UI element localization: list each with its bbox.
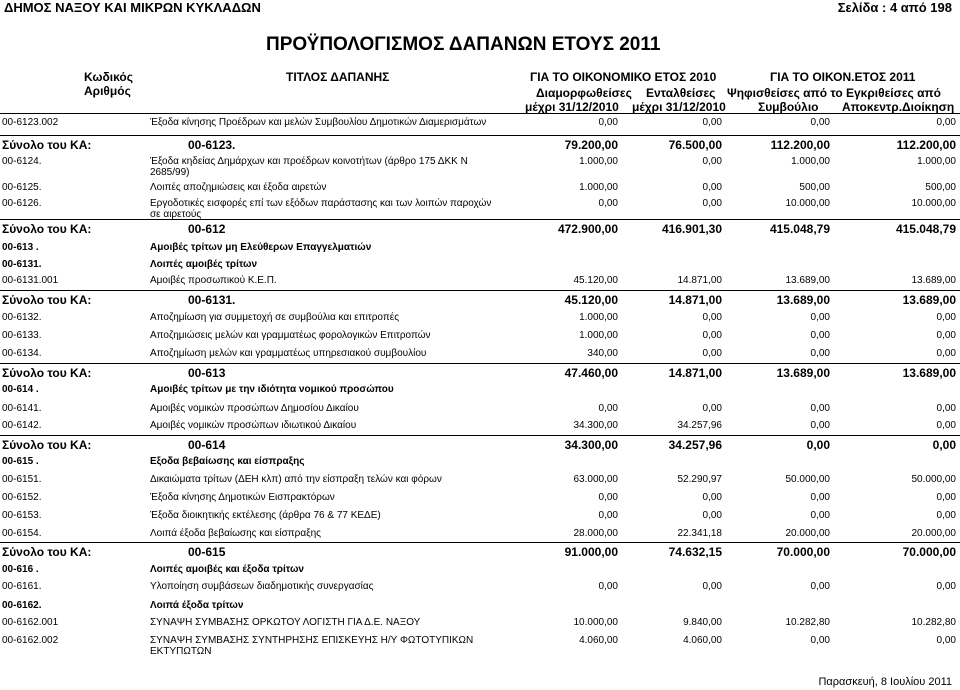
row-code: Σύνολο του ΚΑ: — [2, 545, 92, 559]
row-code: 00-6133. — [2, 330, 42, 341]
row-value-col3: 13.689,00 — [776, 366, 830, 380]
row-description — [150, 348, 426, 359]
row-value-col2: 0,00 — [702, 198, 722, 209]
row-value-col2: 4.060,00 — [683, 635, 722, 646]
row-value-col4: 415.048,79 — [895, 222, 956, 236]
row-value-col2: 0,00 — [702, 117, 722, 128]
row-value-col4: 1.000,00 — [917, 156, 956, 167]
total-divider — [0, 135, 960, 136]
row-value-col4: 0,00 — [936, 581, 956, 592]
row-value-col4: 20.000,00 — [911, 528, 956, 539]
row-total-code: 00-615 — [188, 545, 226, 559]
row-value-col4: 0,00 — [936, 492, 956, 503]
row-value-col1: 34.300,00 — [573, 420, 618, 431]
row-value-col2: 74.632,15 — [668, 545, 722, 559]
row-description-line1: Υλοποίηση συμβάσεων διαδημοτικής συνεργασίας — [150, 581, 374, 592]
row-value-col1: 45.120,00 — [564, 293, 618, 307]
row-value-col2: 416.901,30 — [661, 222, 722, 236]
row-value-col4: 0,00 — [936, 117, 956, 128]
row-value-col2: 0,00 — [702, 156, 722, 167]
row-description-line1: Αμοιβές τρίτων μη Ελεύθερων Επαγγελματιών — [150, 242, 372, 253]
row-code: 00-6134. — [2, 348, 42, 359]
row-description — [150, 384, 394, 395]
row-description-line2: 2685/99) — [150, 167, 190, 178]
row-value-col1: 79.200,00 — [564, 138, 618, 152]
row-value-col3: 70.000,00 — [776, 545, 830, 559]
row-description-line1: Εργοδοτικές εισφορές επί των εξόδων παράστασης και των λοιπών παροχών — [150, 198, 492, 209]
footer-date: Παρασκευή, 8 Ιουλίου 2011 — [818, 676, 952, 688]
row-value-col1: 1.000,00 — [579, 182, 618, 193]
row-description-line1: Λοιπές αμοιβές τρίτων — [150, 259, 258, 270]
row-value-col1: 0,00 — [598, 510, 618, 521]
row-value-col3: 0,00 — [810, 403, 830, 414]
row-description-line1: Λοιπές αποζημιώσεις και έξοδα αιρετών — [150, 182, 327, 193]
row-code: Σύνολο του ΚΑ: — [2, 222, 92, 236]
row-description — [150, 492, 335, 503]
row-description — [150, 635, 473, 657]
row-value-col3: 0,00 — [810, 510, 830, 521]
row-description — [150, 330, 431, 341]
row-value-col2: 0,00 — [702, 330, 722, 341]
row-value-col3: 50.000,00 — [785, 474, 830, 485]
row-value-col1: 0,00 — [598, 117, 618, 128]
row-code: Σύνολο του ΚΑ: — [2, 366, 92, 380]
row-value-col2: 52.290,97 — [677, 474, 722, 485]
row-value-col4: 500,00 — [925, 182, 956, 193]
col1-label-b: μέχρι 31/12/2010 — [525, 100, 619, 114]
row-value-col4: 0,00 — [936, 420, 956, 431]
row-total-code: 00-612 — [188, 222, 226, 236]
row-value-col1: 0,00 — [598, 198, 618, 209]
row-value-col3: 0,00 — [810, 492, 830, 503]
row-description-line1: Έξοδα κίνησης Προέδρων και μελών Συμβουλίου Δημοτικών Διαμερισμάτων — [150, 117, 487, 128]
row-total-code: 00-614 — [188, 438, 226, 452]
row-code: Σύνολο του ΚΑ: — [2, 138, 92, 152]
row-code: 00-6141. — [2, 403, 42, 414]
row-value-col3: 10.000,00 — [785, 198, 830, 209]
row-total-code: 00-6131. — [188, 293, 236, 307]
total-divider — [0, 219, 960, 220]
row-description — [150, 182, 326, 193]
row-value-col1: 1.000,00 — [579, 330, 618, 341]
group-header-2010: ΓΙΑ ΤΟ ΟΙΚΟΝΟΜΙΚΟ ΕΤΟΣ 2010 — [530, 70, 717, 84]
row-description-line1: Δικαιώματα τρίτων (ΔΕΗ κλπ) από την είσπραξη τελών και φόρων — [150, 474, 442, 485]
row-description — [150, 581, 373, 592]
row-value-col1: 0,00 — [598, 492, 618, 503]
row-code: 00-6142. — [2, 420, 42, 431]
row-code: 00-615 . — [2, 456, 39, 467]
row-value-col4: 0,00 — [936, 348, 956, 359]
row-value-col2: 0,00 — [702, 312, 722, 323]
row-value-col4: 0,00 — [932, 438, 956, 452]
row-description-line1: Αμοιβές προσωπικού Κ.Ε.Π. — [150, 275, 277, 286]
row-value-col2: 9.840,00 — [683, 617, 722, 628]
row-value-col3: 1.000,00 — [791, 156, 830, 167]
row-total-code: 00-613 — [188, 366, 226, 380]
row-description — [150, 312, 399, 323]
row-value-col3: 0,00 — [810, 635, 830, 646]
row-description-line1: Έξοδα διοικητικής εκτέλεσης (άρθρα 76 & 77 ΚΕΔΕ) — [150, 510, 381, 521]
row-description-line1: Λοιπές αμοιβές και έξοδα τρίτων — [150, 564, 304, 575]
row-value-col4: 10.282,80 — [911, 617, 956, 628]
row-value-col1: 28.000,00 — [573, 528, 618, 539]
row-description — [150, 474, 442, 485]
row-description — [150, 420, 356, 431]
row-value-col3: 10.282,80 — [785, 617, 830, 628]
row-value-col2: 0,00 — [702, 182, 722, 193]
row-value-col3: 20.000,00 — [785, 528, 830, 539]
row-value-col3: 13.689,00 — [785, 275, 830, 286]
page-number: Σελίδα : 4 από 198 — [837, 0, 952, 15]
col1-label-a: Διαμορφωθείσες — [536, 86, 632, 100]
page-title: ΠΡΟΫΠΟΛΟΓΙΣΜΟΣ ΔΑΠΑΝΩΝ ΕΤΟΥΣ 2011 — [266, 34, 661, 55]
row-code: 00-6162. — [2, 600, 42, 611]
col2-label-a: Ενταλθείσες — [646, 86, 716, 100]
row-value-col2: 76.500,00 — [668, 138, 722, 152]
row-description-line1: Αποζημίωση για συμμετοχή σε συμβούλια και επιτροπές — [150, 312, 400, 323]
row-code: 00-6153. — [2, 510, 42, 521]
row-code: 00-616 . — [2, 564, 39, 575]
row-description — [150, 564, 304, 575]
organization-name: ΔΗΜΟΣ ΝΑΞΟΥ ΚΑΙ ΜΙΚΡΩΝ ΚΥΚΛΑΔΩΝ — [4, 0, 261, 15]
row-value-col1: 0,00 — [598, 581, 618, 592]
row-value-col1: 340,00 — [587, 348, 618, 359]
row-description — [150, 117, 486, 128]
row-code: 00-6123.002 — [2, 117, 59, 128]
col2-label-b: μέχρι 31/12/2010 — [632, 100, 726, 114]
row-code: 00-6162.001 — [2, 617, 59, 628]
group-header-2011: ΓΙΑ ΤΟ ΟΙΚΟΝ.ΕΤΟΣ 2011 — [770, 70, 916, 84]
row-description — [150, 259, 257, 270]
row-code: 00-6161. — [2, 581, 42, 592]
row-value-col2: 34.257,96 — [668, 438, 722, 452]
row-code: 00-614 . — [2, 384, 39, 395]
row-value-col1: 34.300,00 — [564, 438, 618, 452]
row-code: Σύνολο του ΚΑ: — [2, 438, 92, 452]
row-description — [150, 617, 420, 628]
row-description — [150, 528, 321, 539]
row-value-col4: 0,00 — [936, 510, 956, 521]
row-value-col1: 91.000,00 — [564, 545, 618, 559]
row-value-col4: 13.689,00 — [902, 293, 956, 307]
row-code: 00-6124. — [2, 156, 42, 167]
row-description — [150, 456, 304, 467]
row-value-col3: 0,00 — [810, 330, 830, 341]
total-divider — [0, 542, 960, 543]
row-code: 00-6132. — [2, 312, 42, 323]
row-value-col2: 0,00 — [702, 492, 722, 503]
row-code: 00-6154. — [2, 528, 42, 539]
row-value-col2: 0,00 — [702, 348, 722, 359]
col4-label-b: Αποκεντρ.Διοίκηση — [842, 100, 955, 114]
row-value-col2: 22.341,18 — [677, 528, 722, 539]
row-description-line1: Λοιπά έξοδα τρίτων — [150, 600, 244, 611]
row-code: 00-6125. — [2, 182, 42, 193]
row-value-col4: 0,00 — [936, 403, 956, 414]
row-value-col1: 47.460,00 — [564, 366, 618, 380]
col-title-label: ΤΙΤΛΟΣ ΔΑΠΑΝΗΣ — [286, 70, 390, 84]
row-value-col3: 0,00 — [810, 348, 830, 359]
col3-label-a: Ψηφισθείσες από το — [727, 86, 843, 100]
col3-label-b: Συμβούλιο — [758, 100, 819, 114]
row-code: 00-6126. — [2, 198, 42, 209]
row-code: 00-6131. — [2, 259, 42, 270]
row-description-line1: Αμοιβές τρίτων με την ιδιότητα νομικού προσώπου — [150, 384, 394, 395]
row-description-line1: Αποζημίωση μελών και γραμματέως υπηρεσιακού συμβουλίου — [150, 348, 427, 359]
row-value-col1: 45.120,00 — [573, 275, 618, 286]
row-description-line1: Αμοιβές νομικών προσώπων Δημοσίου Δικαίου — [150, 403, 359, 414]
row-value-col4: 112.200,00 — [896, 138, 956, 152]
row-value-col2: 0,00 — [702, 510, 722, 521]
row-value-col3: 0,00 — [810, 312, 830, 323]
row-description-line1: ΣΥΝΑΨΗ ΣΥΜΒΑΣΗΣ ΣΥΝΤΗΡΗΣΗΣ ΕΠΙΣΚΕΥΗΣ Η/Υ ΦΩΤΟΤΥΠΙΚΩΝ — [150, 635, 474, 646]
row-value-col4: 50.000,00 — [911, 474, 956, 485]
row-code: 00-6152. — [2, 492, 42, 503]
row-code: Σύνολο του ΚΑ: — [2, 293, 92, 307]
row-description-line2: ΕΚΤΥΠΩΤΩΝ — [150, 646, 212, 657]
row-description-line1: Αποζημιώσεις μελών και γραμματέως φορολογικών Επιτροπών — [150, 330, 431, 341]
row-value-col1: 0,00 — [598, 403, 618, 414]
header-divider — [0, 113, 960, 114]
col4-label-a: Εγκριθείσες από — [846, 86, 942, 100]
row-value-col2: 14.871,00 — [668, 293, 722, 307]
row-value-col1: 10.000,00 — [573, 617, 618, 628]
row-value-col1: 472.900,00 — [557, 222, 618, 236]
row-code: 00-6162.002 — [2, 635, 59, 646]
row-value-col2: 0,00 — [702, 581, 722, 592]
row-code: 00-613 . — [2, 242, 39, 253]
row-description-line1: ΣΥΝΑΨΗ ΣΥΜΒΑΣΗΣ ΟΡΚΩΤΟΥ ΛΟΓΙΣΤΗ ΓΙΑ Δ.Ε. ΝΑΞΟΥ — [150, 617, 421, 628]
row-value-col3: 0,00 — [810, 581, 830, 592]
row-value-col2: 14.871,00 — [668, 366, 722, 380]
row-value-col3: 500,00 — [799, 182, 830, 193]
row-value-col4: 13.689,00 — [902, 366, 956, 380]
row-description-line1: Αμοιβές νομικών προσώπων ιδιωτικού Δικαίου — [150, 420, 357, 431]
row-value-col2: 14.871,00 — [677, 275, 722, 286]
row-description-line1: Έξοδα κίνησης Δημοτικών Εισπρακτόρων — [150, 492, 335, 503]
row-value-col4: 0,00 — [936, 312, 956, 323]
row-description-line1: Εξοδα βεβαίωσης και είσπραξης — [150, 456, 305, 467]
row-code: 00-6131.001 — [2, 275, 59, 286]
row-description — [150, 510, 381, 521]
total-divider — [0, 363, 960, 364]
row-value-col4: 10.000,00 — [911, 198, 956, 209]
row-value-col3: 112.200,00 — [770, 138, 830, 152]
row-description — [150, 600, 243, 611]
row-value-col4: 13.689,00 — [911, 275, 956, 286]
row-value-col3: 0,00 — [806, 438, 830, 452]
row-value-col3: 13.689,00 — [776, 293, 830, 307]
row-value-col2: 34.257,96 — [677, 420, 722, 431]
row-value-col4: 70.000,00 — [902, 545, 956, 559]
row-total-code: 00-6123. — [188, 138, 236, 152]
row-description-line2: σε αιρετούς — [150, 209, 202, 220]
row-description-line1: Έξοδα κηδείας Δημάρχων και προέδρων κοινοτήτων (άρθρο 175 ΔΚΚ Ν — [150, 156, 468, 167]
row-description — [150, 198, 491, 220]
col-code-label-2: Αριθμός — [84, 84, 131, 98]
row-code: 00-6151. — [2, 474, 42, 485]
row-description — [150, 242, 371, 253]
row-value-col4: 0,00 — [936, 330, 956, 341]
total-divider — [0, 435, 960, 436]
row-value-col1: 1.000,00 — [579, 312, 618, 323]
total-divider — [0, 290, 960, 291]
col-code-label-1: Κωδικός — [84, 70, 134, 84]
row-value-col3: 415.048,79 — [769, 222, 830, 236]
row-description — [150, 275, 277, 286]
row-description-line1: Λοιπά έξοδα βεβαίωσης και είσπραξης — [150, 528, 321, 539]
row-value-col1: 63.000,00 — [573, 474, 618, 485]
row-value-col1: 1.000,00 — [579, 156, 618, 167]
row-description — [150, 403, 359, 414]
row-description — [150, 156, 468, 178]
row-value-col1: 4.060,00 — [579, 635, 618, 646]
row-value-col3: 0,00 — [810, 117, 830, 128]
row-value-col4: 0,00 — [936, 635, 956, 646]
row-value-col3: 0,00 — [810, 420, 830, 431]
row-value-col2: 0,00 — [702, 403, 722, 414]
